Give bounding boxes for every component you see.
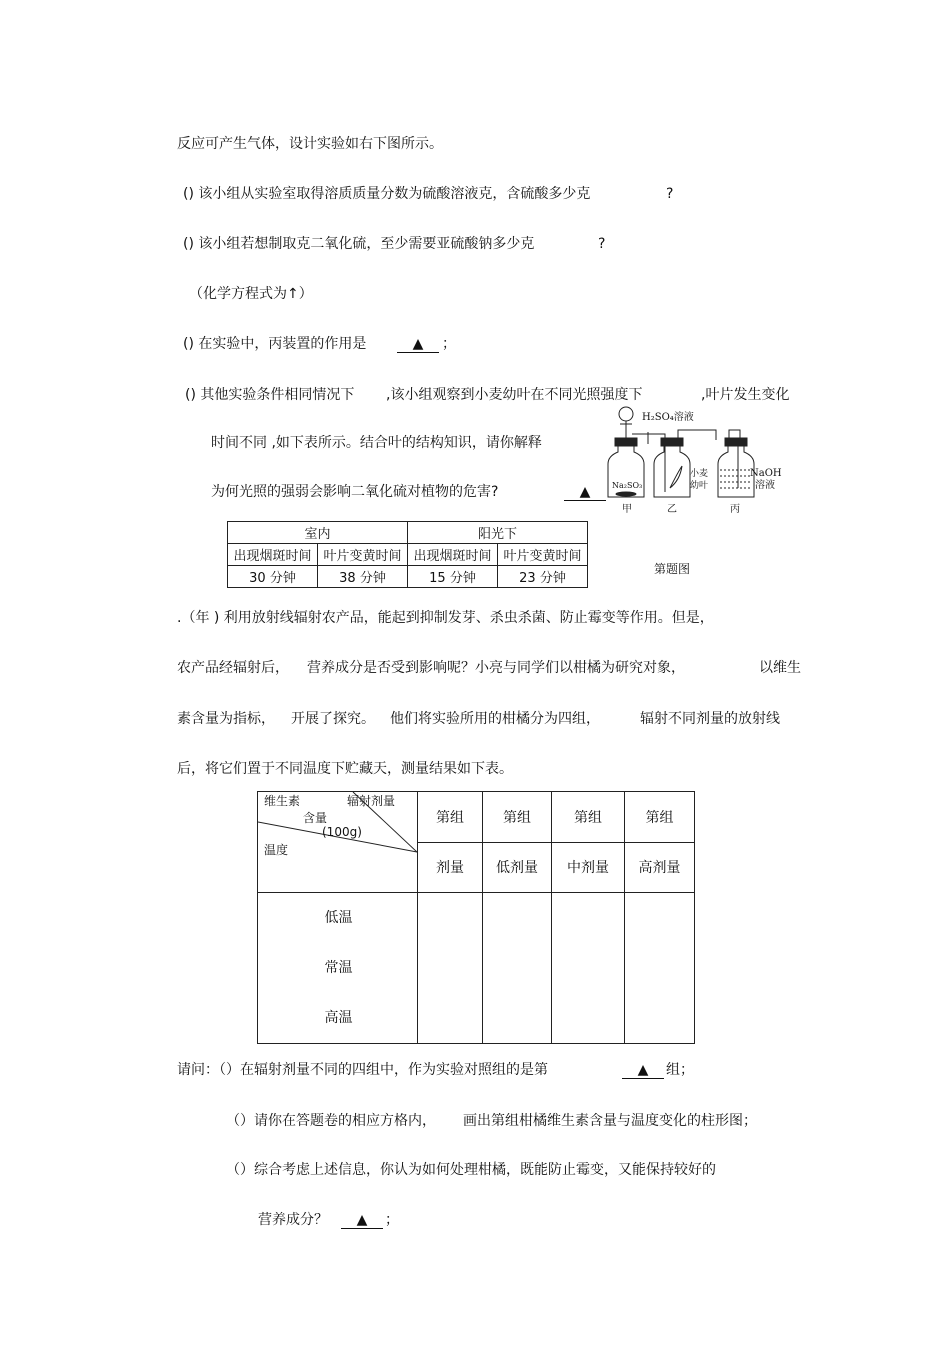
corner-vitamin: 维生素	[264, 794, 301, 808]
leaf-damage-table	[227, 521, 588, 588]
flask-a-label: Na₂SO₃	[612, 481, 643, 490]
flask-c-name: 丙	[730, 504, 740, 515]
subquestion-3-blank[interactable]	[341, 1211, 383, 1229]
table-cell: 38 分钟	[318, 566, 408, 588]
question-intro-line-2a: 农产品经辐射后，	[177, 660, 289, 676]
flask-b-label-2: 幼叶	[690, 481, 709, 491]
subquestion-3-end: ；	[385, 1212, 399, 1228]
question-intro-line-2b: 营养成分是否受到影响呢？小亮与同学们以柑橘为研究对象，	[307, 660, 685, 676]
group-header: 第组	[625, 792, 695, 843]
subquestion-3-line-2: 营养成分？	[258, 1212, 328, 1228]
answer-triangle-icon: ▲	[397, 337, 439, 353]
flask-b-name: 乙	[667, 504, 677, 515]
question-4-part-c: ,叶片发生变化	[701, 387, 790, 403]
column-header: 出现烟斑时间	[228, 544, 318, 566]
question-intro-line-3c: 他们将实验所用的柑橘分为四组，	[390, 711, 600, 727]
text-line-1: 反应可产生气体，设计实验如右下图所示。	[177, 136, 443, 152]
subquestion-1-blank[interactable]	[622, 1061, 664, 1079]
equation-note: （化学方程式为↑）	[189, 286, 313, 302]
table-cell	[625, 893, 695, 1044]
group-header-indoor: 室内	[228, 522, 408, 544]
question-2-mark: ?	[598, 236, 606, 252]
table-cell: 15 分钟	[408, 566, 498, 588]
dose-header: 高剂量	[625, 842, 695, 893]
funnel-label: H₂SO₄溶液	[642, 412, 694, 423]
row-label-normal: 常温	[324, 960, 353, 976]
column-header: 出现烟斑时间	[408, 544, 498, 566]
subquestion-2-part-a: （）请你在答题卷的相应方格内，	[226, 1113, 436, 1129]
table-row	[258, 792, 695, 843]
row-label-low: 低温	[324, 910, 353, 926]
dose-header: 剂量	[418, 842, 483, 893]
flask-c-label-2: 溶液	[755, 480, 775, 491]
flask-b-label-1: 小麦	[690, 469, 709, 479]
table-cell	[552, 893, 625, 1044]
question-1-mark: ?	[666, 186, 674, 202]
group-header: 第组	[418, 792, 483, 843]
apparatus-figure	[598, 400, 803, 520]
table-row	[258, 893, 695, 1044]
question-4-part-a: () 其他实验条件相同情况下	[185, 387, 355, 403]
corner-unit: (100g)	[322, 825, 362, 839]
table-row	[228, 566, 588, 588]
answer-triangle-icon: ▲	[341, 1213, 383, 1229]
question-intro-line-2c: 以维生	[759, 660, 801, 676]
question-2-text: () 该小组若想制取克二氧化硫，至少需要亚硫酸钠多少克	[183, 236, 535, 252]
question-4-line-2: 时间不同 ,如下表所示。结合叶的结构知识，请你解释	[211, 435, 542, 451]
table-cell	[483, 893, 552, 1044]
question-1-text: () 该小组从实验室取得溶质质量分数为硫酸溶液克，含硫酸多少克	[183, 186, 591, 202]
question-4-line-3: 为何光照的强弱会影响二氧化硫对植物的危害?	[211, 484, 499, 500]
flask-a-name: 甲	[622, 504, 632, 515]
row-label-high: 高温	[324, 1010, 353, 1026]
answer-triangle-icon: ▲	[564, 485, 606, 501]
question-3-end: ；	[442, 336, 456, 352]
table-row	[228, 544, 588, 566]
temperature-labels	[258, 893, 418, 1044]
vitamin-table	[257, 791, 695, 1044]
column-header: 叶片变黄时间	[318, 544, 408, 566]
corner-cell	[258, 792, 418, 893]
question-intro-line-3a: 素含量为指标，	[177, 711, 275, 727]
question-intro-line-1: .（年 ) 利用放射线辐射农产品，能起到抑制发芽、杀虫杀菌、防止霉变等作用。但是，	[177, 610, 714, 626]
subquestion-1-text: 请问：（）在辐射剂量不同的四组中，作为实验对照组的是第	[177, 1062, 548, 1078]
table-cell: 30 分钟	[228, 566, 318, 588]
question-4-part-b: ,该小组观察到小麦幼叶在不同光照强度下	[386, 387, 643, 403]
question-3-blank[interactable]	[397, 335, 439, 353]
table-cell	[418, 893, 483, 1044]
corner-temp: 温度	[264, 843, 289, 857]
question-intro-line-4: 后，将它们置于不同温度下贮藏天，测量结果如下表。	[177, 761, 513, 777]
corner-content: 含量	[303, 811, 328, 825]
group-header: 第组	[552, 792, 625, 843]
answer-triangle-icon: ▲	[622, 1063, 664, 1079]
dose-header: 低剂量	[483, 842, 552, 893]
subquestion-1-end: 组；	[666, 1062, 694, 1078]
table-row	[228, 522, 588, 544]
question-intro-line-3d: 辐射不同剂量的放射线	[640, 711, 780, 727]
table-cell: 23 分钟	[498, 566, 588, 588]
corner-dose: 辐射剂量	[347, 794, 396, 808]
subquestion-3-text: （）综合考虑上述信息，你认为如何处理柑橘，既能防止霉变，又能保持较好的	[226, 1162, 716, 1178]
question-intro-line-3b: 开展了探究。	[291, 711, 375, 727]
subquestion-2-part-b: 画出第组柑橘维生素含量与温度变化的柱形图；	[463, 1113, 757, 1129]
group-header-sunlight: 阳光下	[408, 522, 588, 544]
figure-caption: 第题图	[654, 562, 691, 576]
dose-header: 中剂量	[552, 842, 625, 893]
question-3-text: () 在实验中，丙装置的作用是	[183, 336, 367, 352]
group-header: 第组	[483, 792, 552, 843]
column-header: 叶片变黄时间	[498, 544, 588, 566]
flask-c-label-1: NaOH	[750, 468, 782, 479]
